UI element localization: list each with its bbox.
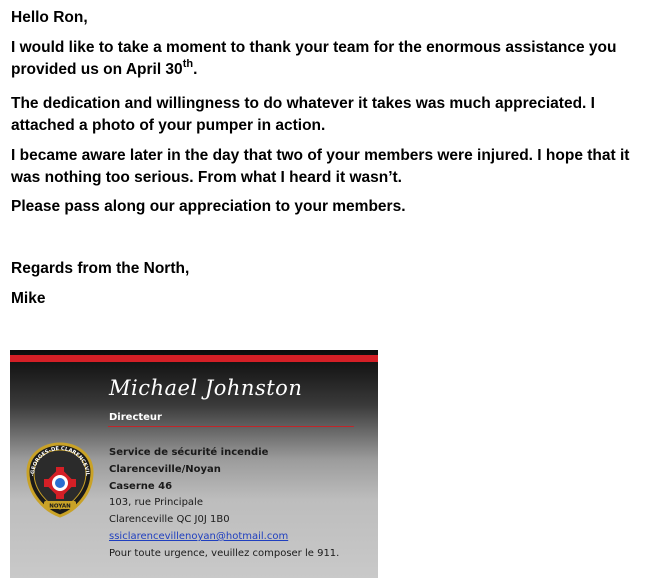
card-street: 103, rue Principale (109, 497, 203, 509)
fire-department-badge-icon (24, 442, 96, 518)
card-divider (108, 426, 354, 427)
ordinal-suffix: th (182, 58, 194, 70)
card-role: Directeur (109, 412, 162, 423)
card-red-stripe (10, 355, 378, 362)
card-city: Clarenceville QC J0J 1B0 (109, 514, 230, 526)
paragraph-thanks (11, 37, 656, 81)
badge-bottom-text: NOYAN (49, 503, 71, 510)
card-email-link[interactable]: ssiclarencevillenoyan@hotmail.com (109, 530, 289, 542)
card-station: Caserne 46 (109, 480, 173, 492)
card-signature: Michael Johnston (109, 376, 303, 400)
greeting: Hello Ron, (11, 9, 88, 26)
card-contact-block (109, 445, 339, 563)
card-emergency-note: Pour toute urgence, veuillez composer le 911. (109, 547, 340, 559)
card-municipality: Clarenceville/Noyan (109, 463, 221, 475)
badge-top-text: -GEORGES-DE CLARENCEVIL (29, 445, 91, 477)
paragraph-injuries: I became aware later in the day that two of your members were injured. I hope that it was nothing too serious. From what I heard it wasn’t. (11, 147, 630, 186)
card-organization: Service de sécurité incendie (109, 447, 269, 458)
sender-name: Mike (11, 290, 46, 307)
paragraph-thanks-end: . (193, 61, 198, 78)
paragraph-appreciation: Please pass along our appreciation to your members. (11, 198, 406, 215)
paragraph-dedication: The dedication and willingness to do whatever it takes was much appreciated. I attached a photo of your pumper in action. (11, 95, 595, 134)
closing: Regards from the North, (11, 260, 190, 277)
business-card (10, 350, 378, 578)
paragraph-thanks-text: I would like to take a moment to thank your team for the enormous assistance you provided us on April 30 (11, 39, 617, 78)
